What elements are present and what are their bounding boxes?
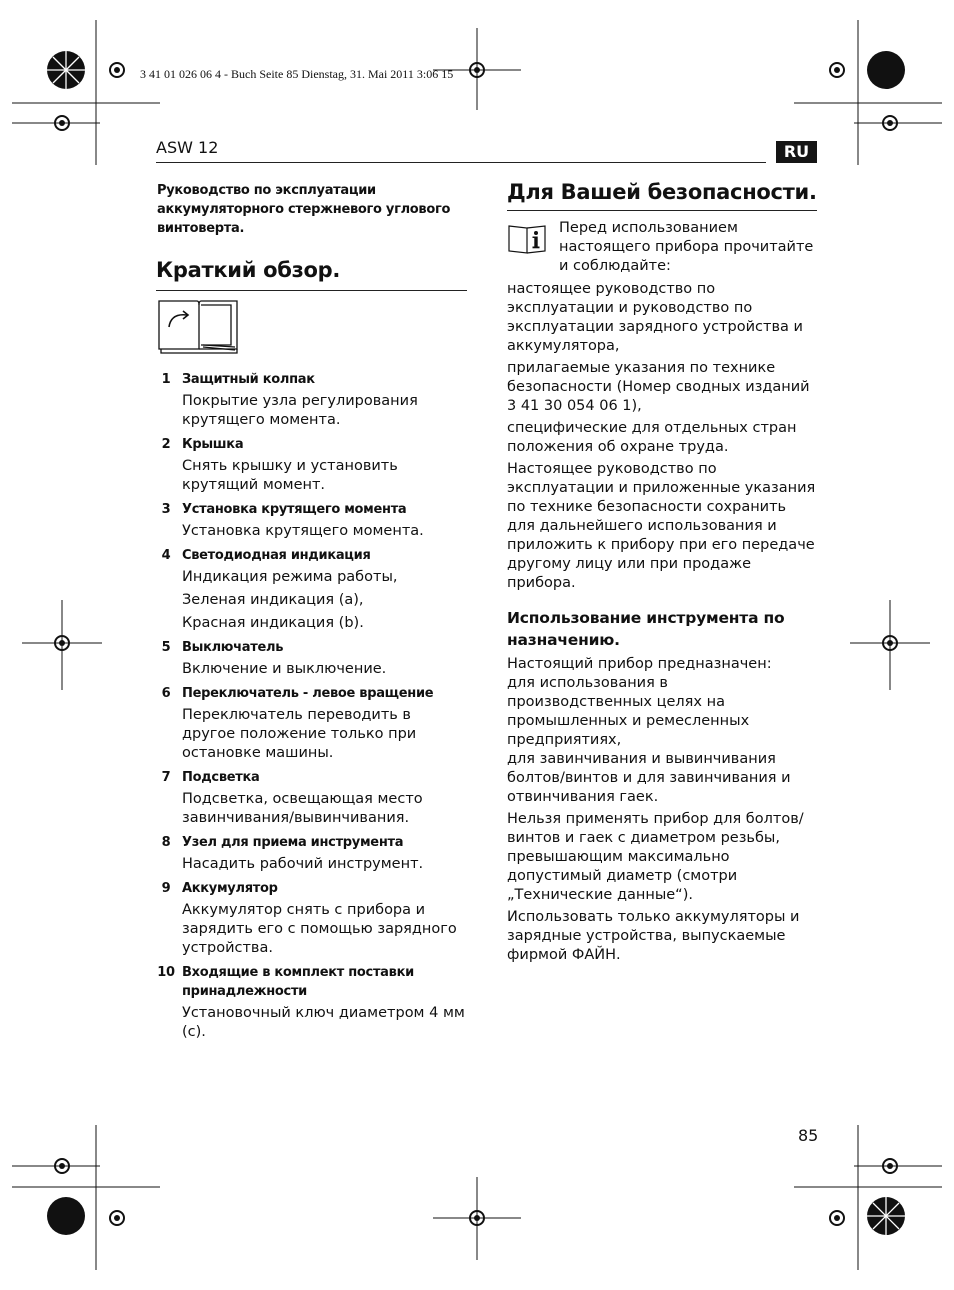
- safety-notice: Перед использованием настоящего прибора прочитайте и соблюдайте:: [559, 220, 814, 274]
- item-title: Переключатель - левое вращение: [182, 686, 434, 701]
- intro-text: Руководство по эксплуатации аккумуляторного стержневого углового винтоверта.: [157, 183, 451, 236]
- item-description: Снять крышку и установить крутящий момент.: [182, 458, 398, 493]
- page-number: 85: [798, 1126, 819, 1145]
- item-number: 2: [161, 437, 171, 452]
- open-book-icon: [157, 297, 241, 355]
- item-number: 10: [157, 965, 175, 980]
- item-description: Индикация режима работы,: [182, 569, 398, 585]
- item-description: Насадить рабочий инструмент.: [182, 856, 424, 872]
- usage-paragraph: Использовать только аккумуляторы и зарядные устройства, выпускаемые фирмой ФАЙН.: [507, 909, 800, 963]
- item-title: Защитный колпак: [182, 372, 315, 387]
- info-icon: [507, 222, 547, 255]
- overview-item: [156, 544, 466, 633]
- item-description: Красная индикация (b).: [182, 615, 364, 631]
- item-title: Крышка: [182, 437, 244, 452]
- overview-item: [156, 368, 466, 430]
- item-title: Входящие в комплект поставки принадлежности: [182, 965, 414, 999]
- model-label: ASW 12: [156, 138, 219, 157]
- item-number: 1: [161, 372, 171, 387]
- item-description: Подсветка, освещающая место завинчивания/вывинчивания.: [182, 791, 423, 826]
- item-description: Установка крутящего момента.: [182, 523, 424, 539]
- item-title: Подсветка: [182, 770, 260, 785]
- item-number: 4: [161, 548, 171, 563]
- item-description: Покрытие узла регулирования крутящего момента.: [182, 393, 418, 428]
- overview-item: [156, 961, 466, 1042]
- usage-line: для использования в производственных целях на промышленных и ремесленных предприятиях,: [507, 675, 750, 748]
- item-number: 9: [161, 881, 171, 896]
- item-description: Установочный ключ диаметром 4 мм (с).: [182, 1005, 465, 1040]
- overview-item: [156, 766, 466, 828]
- overview-item: [156, 831, 466, 874]
- item-description: Аккумулятор снять с прибора и зарядить его с помощью зарядного устройства.: [182, 902, 457, 956]
- header-rule: [156, 162, 766, 163]
- safety-paragraph: специфические для отдельных стран положения об охране труда.: [507, 420, 797, 455]
- overview-item: [156, 682, 466, 763]
- item-title: Аккумулятор: [182, 881, 278, 896]
- usage-title: Использование инструмента по назначению.: [507, 609, 785, 649]
- item-description: Зеленая индикация (а),: [182, 592, 364, 608]
- overview-item: [156, 636, 466, 679]
- overview-item: [156, 433, 466, 495]
- overview-item: [156, 877, 466, 958]
- usage-line: для завинчивания и вывинчивания болтов/винтов и для завинчивания и отвинчивания гаек.: [507, 751, 791, 805]
- overview-list: [156, 368, 466, 1045]
- item-number: 3: [161, 502, 171, 517]
- safety-paragraph: настоящее руководство по эксплуатации и руководство по эксплуатации зарядного устройства и аккумулятора,: [507, 281, 803, 354]
- item-number: 5: [161, 640, 171, 655]
- item-number: 6: [161, 686, 171, 701]
- overview-rule: [156, 290, 467, 291]
- usage-paragraph: Нельзя применять прибор для болтов/винтов и гаек с диаметром резьбы, превышающим максимально допустимый диаметр (смотри „Технические данные“).: [507, 811, 804, 903]
- safety-rule: [507, 210, 817, 211]
- language-badge: RU: [776, 141, 817, 163]
- overview-title: Краткий обзор.: [156, 258, 341, 282]
- item-description: Переключатель переводить в другое положение только при остановке машины.: [182, 707, 417, 761]
- item-number: 8: [161, 835, 171, 850]
- print-info: 3 41 01 026 06 4 - Buch Seite 85 Dienstag, 31. Mai 2011 3:06 15: [140, 67, 454, 81]
- item-title: Светодиодная индикация: [182, 548, 371, 563]
- usage-line: Настоящий прибор предназначен:: [507, 656, 772, 672]
- item-number: 7: [161, 770, 171, 785]
- item-title: Выключатель: [182, 640, 284, 655]
- item-title: Узел для приема инструмента: [182, 835, 404, 850]
- item-description: Включение и выключение.: [182, 661, 387, 677]
- overview-item: [156, 498, 466, 541]
- safety-paragraph: прилагаемые указания по технике безопасности (Номер сводных изданий 3 41 30 054 06 1),: [507, 360, 810, 414]
- safety-paragraph: Настоящее руководство по эксплуатации и приложенные указания по технике безопасности сохранить для дальнейшего использования и приложить к прибору при его передаче другому лицу или при продаже прибора.: [507, 461, 816, 591]
- safety-body: [507, 280, 817, 968]
- safety-title: Для Вашей безопасности.: [507, 180, 817, 204]
- item-title: Установка крутящего момента: [182, 502, 407, 517]
